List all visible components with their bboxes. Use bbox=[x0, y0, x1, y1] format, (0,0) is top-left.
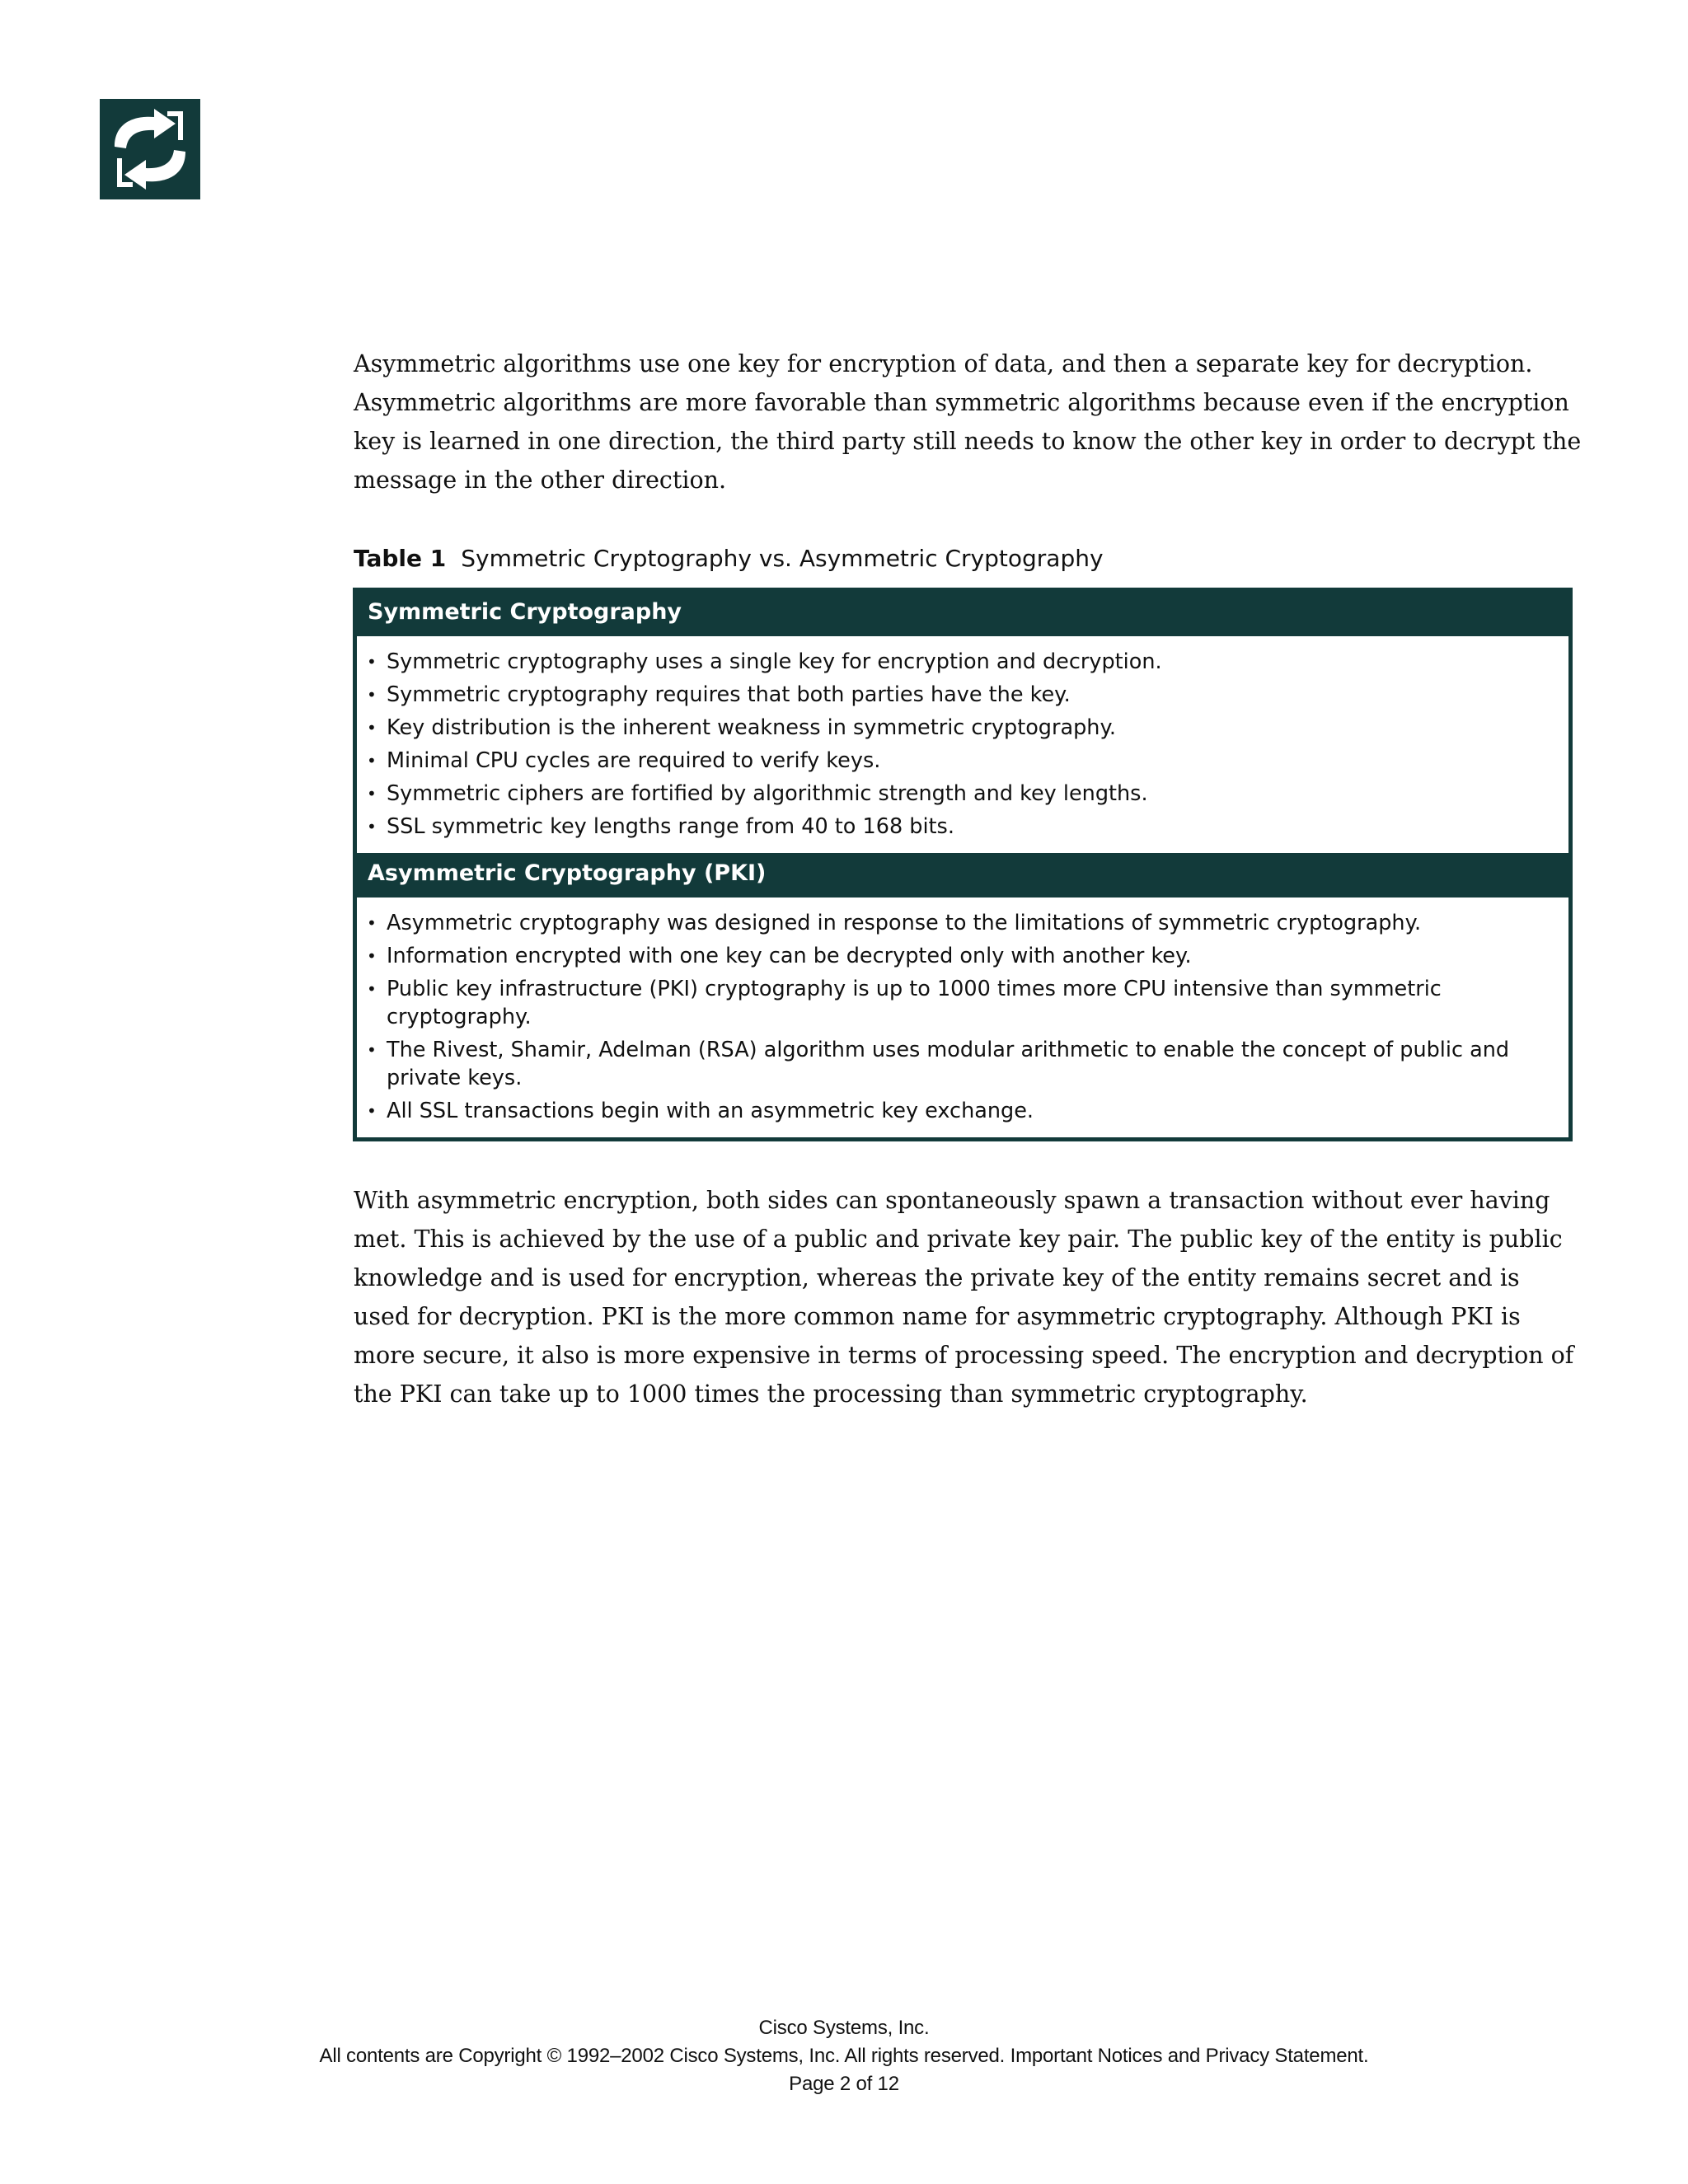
symmetric-list bbox=[357, 636, 1568, 853]
list-item: • Symmetric cryptography requires that both parties have the key. bbox=[357, 678, 1568, 711]
list-item: • The Rivest, Shamir, Adelman (RSA) algorithm uses modular arithmetic to enable the concept of public and private keys. bbox=[357, 1033, 1568, 1094]
list-item: • Asymmetric cryptography was designed in response to the limitations of symmetric cryptography. bbox=[357, 907, 1568, 940]
page-content bbox=[354, 344, 1582, 1413]
list-item: • Key distribution is the inherent weakness in symmetric cryptography. bbox=[357, 711, 1568, 744]
list-item: • Symmetric cryptography uses a single key for encryption and decryption. bbox=[357, 645, 1568, 678]
list-item: • Symmetric ciphers are fortified by algorithmic strength and key lengths. bbox=[357, 777, 1568, 810]
list-item: • All SSL transactions begin with an asymmetric key exchange. bbox=[357, 1094, 1568, 1127]
footer-company: Cisco Systems, Inc. bbox=[758, 2017, 930, 2039]
section-heading-symmetric: Symmetric Cryptography bbox=[357, 592, 1568, 636]
footer-page-number: Page 2 of 12 bbox=[789, 2073, 899, 2095]
section-heading-asymmetric: Asymmetric Cryptography (PKI) bbox=[357, 853, 1568, 898]
second-paragraph: With asymmetric encryption, both sides can spontaneously spawn a transaction without ever having met. This is achieved by the use of a public and private key pair. The public key of the entity is public knowledge and is used for encryption, whereas the private key of the entity remains secret and is used for decryption. PKI is the more common name for asymmetric cryptography. Although PKI is more secure, it also is more expensive in terms of processing speed. The encryption and decryption of the PKI can take up to 1000 times the processing than symmetric cryptography. bbox=[354, 1187, 1574, 1408]
list-item: • SSL symmetric key lengths range from 40 to 168 bits. bbox=[357, 810, 1568, 843]
comparison-table bbox=[353, 588, 1573, 1141]
asymmetric-list bbox=[357, 898, 1568, 1137]
list-item: • Public key infrastructure (PKI) cryptography is up to 1000 times more CPU intensive than symmetric cryptography. bbox=[357, 972, 1568, 1033]
footer-copyright: All contents are Copyright © 1992–2002 Cisco Systems, Inc. All rights reserved. Important Notices and Privacy Statement. bbox=[319, 2045, 1369, 2067]
table-title: Symmetric Cryptography vs. Asymmetric Cryptography bbox=[461, 545, 1104, 572]
intro-paragraph: Asymmetric algorithms use one key for encryption of data, and then a separate key for decryption. Asymmetric algorithms are more favorable than symmetric algorithms because even if the encryption key is learned in one direction, the third party still needs to know the other key in order to decrypt the message in the other direction. bbox=[354, 350, 1582, 494]
list-item: • Minimal CPU cycles are required to verify keys. bbox=[357, 744, 1568, 777]
list-item: • Information encrypted with one key can be decrypted only with another key. bbox=[357, 940, 1568, 972]
page-footer bbox=[0, 2014, 1688, 2098]
cisco-arrows-logo-icon bbox=[100, 99, 200, 199]
table-number: Table 1 bbox=[354, 545, 447, 572]
table-caption bbox=[354, 542, 1582, 575]
